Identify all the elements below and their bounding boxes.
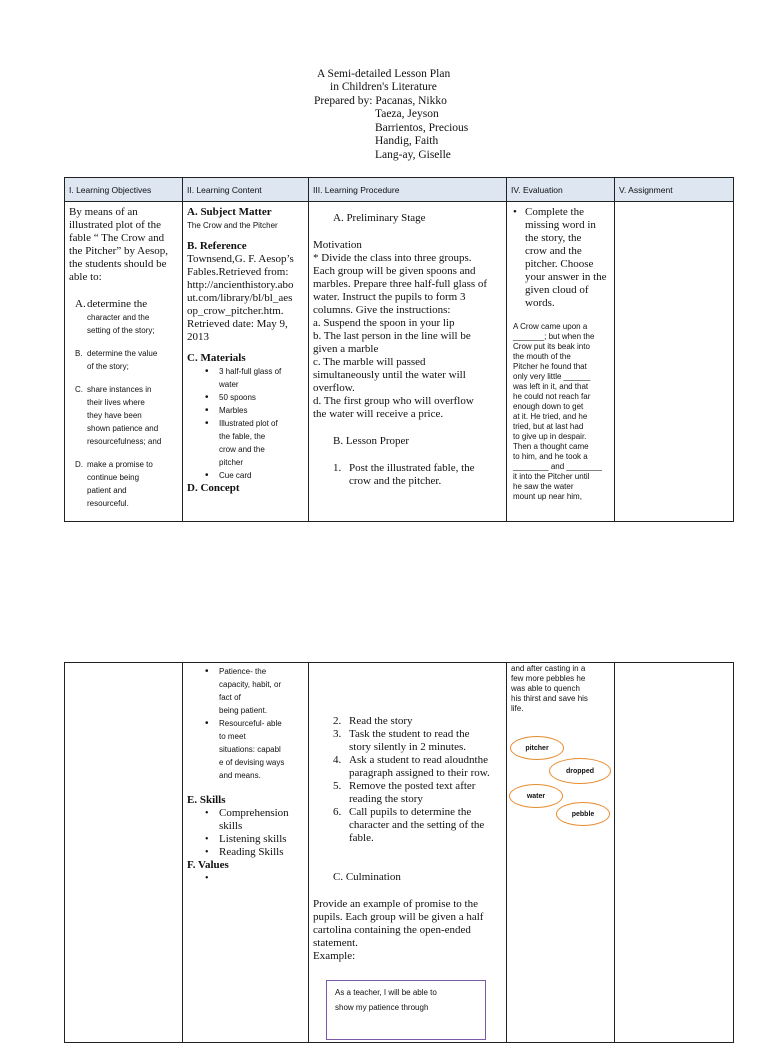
text-line: ________ and ________ (513, 462, 602, 471)
materials-list (183, 365, 304, 482)
skill-item (183, 846, 304, 859)
values-list (183, 872, 304, 885)
text-line: fact of (219, 693, 241, 702)
text-line: _______; but when the (513, 332, 595, 341)
text-line: given cloud of (525, 284, 589, 296)
author-name: Barrientos, Precious (375, 122, 469, 134)
text-line: • Resourceful- able (219, 719, 282, 728)
text-line: * Divide the class into three groups. (313, 252, 472, 264)
text-line: • Cue card (219, 471, 252, 480)
value-item (183, 872, 304, 885)
objective-intro-line: By means of an (69, 206, 138, 218)
objective-text: share instances in (87, 385, 152, 394)
reference-heading: B. Reference (187, 240, 247, 252)
culmination-heading: C. Culmination (333, 871, 401, 883)
objective-intro-line: the Pitcher” by Aesop, (69, 245, 168, 257)
objectives-cell (65, 663, 183, 1043)
text-line: capacity, habit, or (219, 680, 282, 689)
text-line: enough down to get (513, 402, 584, 411)
text-line: 5. (333, 780, 342, 792)
objective-item (69, 383, 178, 448)
text-line: 6. (333, 806, 342, 818)
objective-intro-line: the students should be (69, 258, 167, 270)
text-line: • Comprehension (219, 807, 289, 819)
text-line: and after casting in a (511, 664, 586, 673)
text-line: • Marbles (219, 406, 248, 415)
table-row (65, 202, 734, 522)
reference-line: op_crow_pitcher.htm. (187, 305, 284, 317)
text-line: water. Instruct the pupils to form 3 (313, 291, 466, 303)
procedure-step (313, 715, 502, 728)
learning-content-cell (183, 663, 309, 1043)
text-line: • Listening skills (219, 833, 287, 845)
text-line: tried, but at last had (513, 422, 584, 431)
text-line: was left in it, and that (513, 382, 589, 391)
objective-text: determine the (87, 298, 148, 310)
text-line: your answer in the (525, 271, 607, 283)
text-line: to give up in despair. (513, 432, 587, 441)
promise-line: As a teacher, I will be able to (335, 988, 437, 997)
text-line: the fable, the (219, 432, 266, 441)
objective-text: make a promise to (87, 460, 153, 469)
text-line: a. Suspend the spoon in your lip (313, 317, 455, 329)
text-line: d. The first group who will overflow (313, 395, 474, 407)
text-line: he could not reach far (513, 392, 591, 401)
material-item (183, 469, 304, 482)
evaluation-instruction: • Complete the missing word in the story, the crow and the pitcher. Choose your answer in the given cloud of words. (511, 206, 610, 310)
reference-line: Townsend,G. F. Aesop’s (187, 253, 294, 265)
text-line: • 50 spoons (219, 393, 256, 402)
author-name: Lang-ay, Giselle (375, 149, 451, 161)
column-header: IV. Evaluation (507, 178, 615, 202)
column-header: II. Learning Content (183, 178, 309, 202)
text-line: skills (219, 820, 243, 832)
column-header: V. Assignment (615, 178, 734, 202)
lesson-plan-table-page-1 (64, 177, 734, 522)
objective-text: of the story; (87, 362, 129, 371)
preliminary-stage-heading: A. Preliminary Stage (333, 212, 426, 224)
objective-intro-line: illustrated plot of the (69, 219, 161, 231)
procedure-step (313, 462, 502, 488)
text-line: marbles. Prepare three half-full glass of (313, 278, 488, 290)
assignment-cell (615, 202, 734, 522)
text-line: Remove the posted text after (349, 780, 476, 792)
material-item (183, 404, 304, 417)
procedure-step (313, 728, 502, 754)
objective-item (69, 298, 178, 337)
text-line: Post the illustrated fable, the (349, 462, 475, 474)
table-header-row (65, 178, 734, 202)
objective-marker: B. (75, 349, 83, 358)
reference-line: 2013 (187, 331, 209, 343)
text-line: the story, the (525, 232, 582, 244)
text-line: life. (511, 704, 524, 713)
text-line: Crow put its beak into (513, 342, 590, 351)
material-item (183, 391, 304, 404)
concept-item (183, 665, 304, 717)
text-line: was able to quench (511, 684, 580, 693)
objective-text: setting of the story; (87, 326, 155, 335)
story-passage-continued (507, 663, 614, 716)
text-line: given a marble (313, 343, 379, 355)
materials-heading: C. Materials (187, 352, 246, 364)
column-header: I. Learning Objectives (65, 178, 183, 202)
skill-item (183, 833, 304, 846)
text-line: crow and the (219, 445, 265, 454)
word-cloud-bubble: pitcher (510, 736, 564, 760)
objective-text: their lives where (87, 398, 145, 407)
text-line: 3. (333, 728, 342, 740)
text-line: Complete the (525, 206, 584, 218)
text-line: pitcher (219, 458, 244, 467)
prepared-by: Prepared by: Pacanas, Nikko (314, 95, 447, 107)
text-line: pupils. Each group will be given a half (313, 911, 484, 923)
concept-item (183, 717, 304, 782)
text-line: statement. (313, 937, 358, 949)
text-line: e of devising ways (219, 758, 285, 767)
reference-line: ut.com/library/bl/bl_aes (187, 292, 293, 304)
text-line: overflow. (313, 382, 355, 394)
text-line: mount up near him, (513, 492, 582, 501)
text-line: water (219, 380, 239, 389)
culmination-text (313, 898, 502, 963)
text-line: his thirst and save his (511, 694, 588, 703)
text-line: and means. (219, 771, 261, 780)
text-line: b. The last person in the line will be (313, 330, 471, 342)
motivation-text (313, 239, 502, 421)
assignment-cell (615, 663, 734, 1043)
text-line: at it. He tried, and he (513, 412, 588, 421)
text-line: A Crow came upon a (513, 322, 588, 331)
text-line (219, 872, 304, 885)
subject-matter-text: The Crow and the Pitcher (187, 221, 278, 230)
text-line: he saw the water (513, 482, 574, 491)
reference-line: Fables.Retrieved from: (187, 266, 289, 278)
skills-heading: E. Skills (187, 794, 226, 806)
text-line: paragraph assigned to their row. (349, 767, 490, 779)
objective-item (69, 458, 178, 510)
text-line: only very little ______ (513, 372, 591, 381)
text-line: cartolina containing the open-ended (313, 924, 471, 936)
objective-marker: D. (75, 460, 83, 469)
learning-procedure-cell (309, 202, 507, 522)
text-line: simultaneously until the water will (313, 369, 466, 381)
text-line: • Illustrated plot of (219, 419, 278, 428)
values-heading: F. Values (187, 859, 229, 871)
plan-subject: in Children's Literature (330, 81, 437, 93)
text-line: Provide an example of promise to the (313, 898, 478, 910)
word-cloud-bubble: water (509, 784, 563, 808)
text-line: crow and the (525, 245, 582, 257)
text-line: c. The marble will passed (313, 356, 426, 368)
text-line: • 3 half-full glass of (219, 367, 282, 376)
word-cloud-bubble: dropped (549, 758, 611, 784)
evaluation-cell (507, 663, 615, 1043)
author-name: Handig, Faith (375, 135, 439, 147)
text-line: to meet (219, 732, 246, 741)
procedure-step (313, 754, 502, 780)
plan-title: A Semi-detailed Lesson Plan (317, 68, 451, 80)
objective-text: resourceful. (87, 499, 129, 508)
text-line: 2. (333, 715, 342, 727)
text-line: character and the setting of the (349, 819, 485, 831)
objective-text: patient and (87, 486, 127, 495)
concept-list (183, 665, 304, 782)
text-line: situations: capabl (219, 745, 281, 754)
text-line: pitcher. Choose (525, 258, 594, 270)
text-line: Read the story (349, 715, 413, 727)
objective-list (65, 286, 182, 510)
text-line: Then a thought came (513, 442, 589, 451)
subject-matter-heading: A. Subject Matter (187, 206, 272, 218)
text-line: crow and the pitcher. (349, 475, 442, 487)
procedure-step (313, 806, 502, 845)
text-line: • Patience- the (219, 667, 267, 676)
skill-item (183, 807, 304, 833)
text-line: Task the student to read the (349, 728, 470, 740)
text-line: Call pupils to determine the (349, 806, 472, 818)
material-item (183, 417, 304, 469)
objective-text: they have been (87, 411, 142, 420)
text-line: • Reading Skills (219, 846, 284, 858)
objective-text: resourcefulness; and (87, 437, 162, 446)
text-line: it into the Pitcher until (513, 472, 590, 481)
text-line: Pitcher he found that (513, 362, 587, 371)
text-line: few more pebbles he (511, 674, 586, 683)
text-line: the water will receive a price. (313, 408, 444, 420)
promise-line: show my patience through (335, 1003, 429, 1012)
objective-text: character and the (87, 313, 150, 322)
text-line: story silently in 2 minutes. (349, 741, 467, 753)
text-line: Example: (313, 950, 356, 962)
objective-intro-line: able to: (69, 271, 102, 283)
procedure-step (313, 780, 502, 806)
text-line: fable. (349, 832, 374, 844)
concept-heading: D. Concept (187, 482, 240, 494)
text-line: being patient. (219, 706, 268, 715)
text-line: Each group will be given spoons and (313, 265, 476, 277)
reference-line: Retrieved date: May 9, (187, 318, 288, 330)
lesson-proper-heading: B. Lesson Proper (333, 435, 410, 447)
word-cloud-bubble: pebble (556, 802, 610, 826)
objectives-cell (65, 202, 183, 522)
text-line: 1. (333, 462, 342, 474)
skills-list (183, 807, 304, 859)
learning-content-cell (183, 202, 309, 522)
objective-intro-line: fable “ The Crow and (69, 232, 165, 244)
text-line: to him, and he took a (513, 452, 588, 461)
objective-text: shown patience and (87, 424, 159, 433)
text-line: words. (525, 297, 555, 309)
material-item (183, 365, 304, 391)
objective-item (69, 347, 178, 373)
story-passage (511, 322, 610, 502)
text-line: missing word in (525, 219, 596, 231)
column-header: III. Learning Procedure (309, 178, 507, 202)
text-line: the mouth of the (513, 352, 571, 361)
text-line: Ask a student to read aloudnthe (349, 754, 488, 766)
text-line: Motivation (313, 239, 362, 251)
reference-line: http://ancienthistory.abo (187, 279, 294, 291)
evaluation-cell (507, 202, 615, 522)
objective-text: determine the value (87, 349, 158, 358)
objective-text: continue being (87, 473, 140, 482)
promise-example-box (326, 980, 486, 1040)
text-line: 4. (333, 754, 342, 766)
objective-marker: C. (75, 385, 83, 394)
text-line: columns. Give the instructions: (313, 304, 451, 316)
author-name: Taeza, Jeyson (375, 108, 439, 120)
text-line: reading the story (349, 793, 423, 805)
objective-marker: A. (75, 298, 86, 310)
